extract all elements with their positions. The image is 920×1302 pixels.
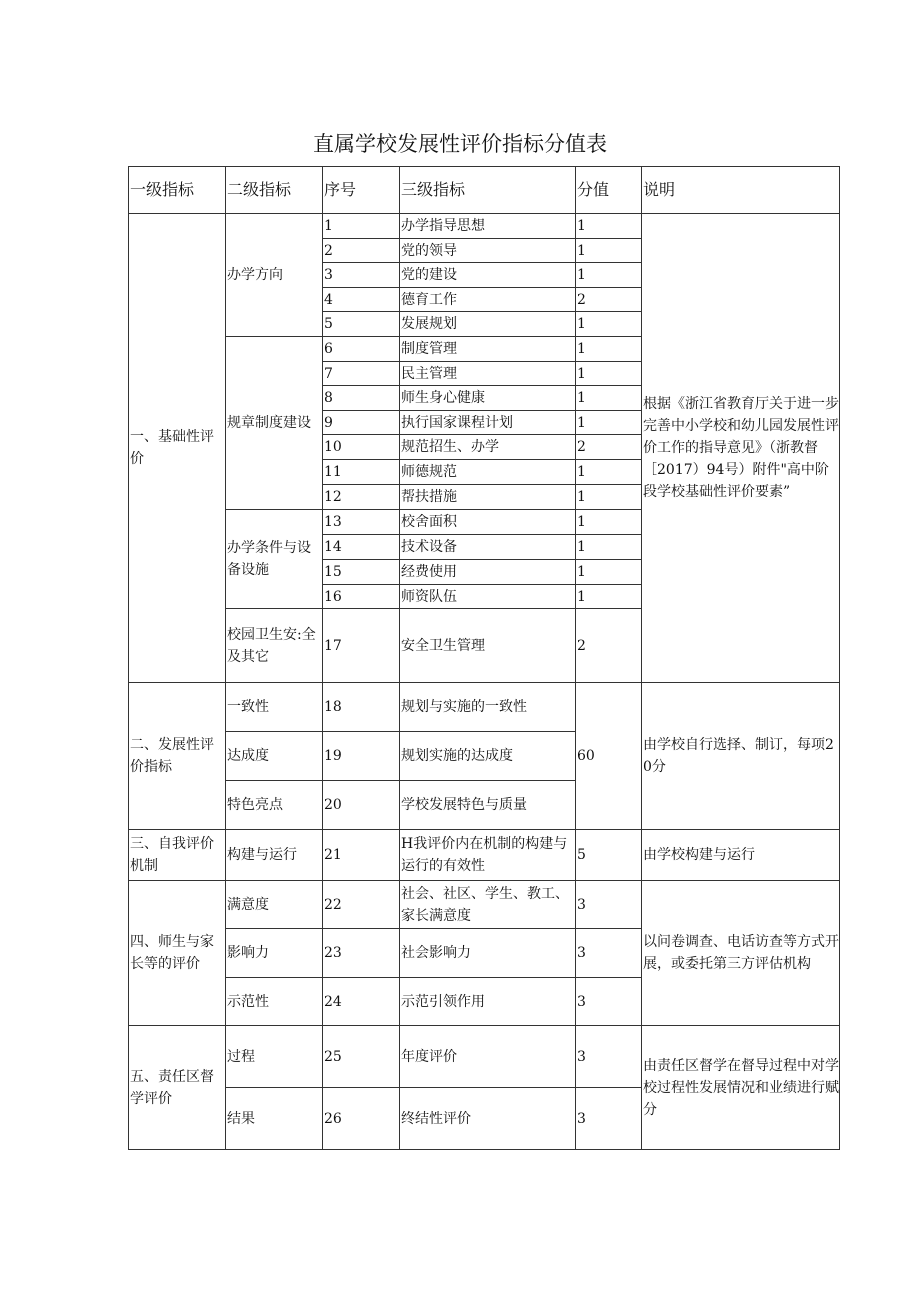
note-cell: 以问卷调查、电话访查等方式开展，或委托第三方评估机构	[642, 881, 840, 1026]
level2-cell: 办学条件与设备设施	[226, 510, 323, 609]
level2-cell: 一致性	[226, 683, 323, 732]
level2-cell: 特色亮点	[226, 781, 323, 830]
item-cell: 技术设备	[400, 535, 576, 560]
item-cell: 示范引领作用	[400, 978, 576, 1026]
score-cell: 60	[576, 683, 642, 830]
score-cell: 5	[576, 830, 642, 881]
level1-cell: 五、责任区督学评价	[129, 1026, 226, 1150]
item-cell: 校舍面积	[400, 510, 576, 535]
table-row	[129, 1026, 840, 1088]
item-cell: 发展规划	[400, 312, 576, 337]
level2-cell: 满意度	[226, 881, 323, 929]
score-cell: 1	[576, 362, 642, 386]
score-cell: 1	[576, 560, 642, 585]
header-level1: 一级指标	[129, 167, 226, 214]
level2-cell: 构建与运行	[226, 830, 323, 881]
level2-cell: 影响力	[226, 929, 323, 978]
seq-cell: 7	[323, 362, 400, 386]
seq-cell: 24	[323, 978, 400, 1026]
level2-cell: 结果	[226, 1088, 323, 1150]
seq-cell: 19	[323, 732, 400, 781]
item-cell: 安全卫生管理	[400, 609, 576, 683]
seq-cell: 16	[323, 585, 400, 609]
note-cell: 由学校自行选择、制订，每项20分	[642, 683, 840, 830]
score-cell: 1	[576, 337, 642, 362]
item-cell: 制度管理	[400, 337, 576, 362]
item-cell: 规范招生、办学	[400, 435, 576, 460]
score-cell: 3	[576, 881, 642, 929]
seq-cell: 18	[323, 683, 400, 732]
seq-cell: 23	[323, 929, 400, 978]
table-row	[129, 214, 840, 239]
score-cell: 3	[576, 929, 642, 978]
seq-cell: 15	[323, 560, 400, 585]
score-cell: 1	[576, 239, 642, 263]
item-cell: 师德规范	[400, 460, 576, 485]
item-cell: 社会影响力	[400, 929, 576, 978]
item-cell: 党的领导	[400, 239, 576, 263]
seq-cell: 9	[323, 411, 400, 435]
item-cell: 规划实施的达成度	[400, 732, 576, 781]
score-cell: 1	[576, 263, 642, 288]
level1-cell: 一、基础性评价	[129, 214, 226, 683]
header-seq: 序号	[323, 167, 400, 214]
seq-cell: 6	[323, 337, 400, 362]
score-cell: 1	[576, 585, 642, 609]
item-cell: 师生身心健康	[400, 386, 576, 411]
level1-cell: 三、自我评价机制	[129, 830, 226, 881]
header-score: 分值	[576, 167, 642, 214]
item-cell: 学校发展特色与质量	[400, 781, 576, 830]
seq-cell: 4	[323, 288, 400, 312]
seq-cell: 26	[323, 1088, 400, 1150]
note-cell: 由责任区督学在督导过程中对学校过程性发展情况和业绩进行赋分	[642, 1026, 840, 1150]
seq-cell: 13	[323, 510, 400, 535]
seq-cell: 20	[323, 781, 400, 830]
item-cell: 民主管理	[400, 362, 576, 386]
score-cell: 1	[576, 386, 642, 411]
header-level3: 三级指标	[400, 167, 576, 214]
seq-cell: 5	[323, 312, 400, 337]
score-cell: 1	[576, 485, 642, 510]
item-cell: 终结性评价	[400, 1088, 576, 1150]
table-row	[129, 830, 840, 881]
level2-cell: 规章制度建设	[226, 337, 323, 510]
seq-cell: 3	[323, 263, 400, 288]
seq-cell: 11	[323, 460, 400, 485]
level1-cell: 二、发展性评价指标	[129, 683, 226, 830]
seq-cell: 22	[323, 881, 400, 929]
item-cell: 经费使用	[400, 560, 576, 585]
seq-cell: 12	[323, 485, 400, 510]
item-cell: 师资队伍	[400, 585, 576, 609]
level2-cell: 校园卫生安:全及其它	[226, 609, 323, 683]
item-cell: 年度评价	[400, 1026, 576, 1088]
item-cell: 规划与实施的一致性	[400, 683, 576, 732]
level2-cell: 办学方向	[226, 214, 323, 337]
score-cell: 1	[576, 214, 642, 239]
score-cell: 2	[576, 288, 642, 312]
seq-cell: 10	[323, 435, 400, 460]
seq-cell: 25	[323, 1026, 400, 1088]
item-cell: 执行国家课程计划	[400, 411, 576, 435]
score-cell: 1	[576, 510, 642, 535]
level2-cell: 示范性	[226, 978, 323, 1026]
level2-cell: 达成度	[226, 732, 323, 781]
table-row	[129, 881, 840, 929]
item-cell: 党的建设	[400, 263, 576, 288]
page-title: 直属学校发展性评价指标分值表	[313, 132, 607, 156]
seq-cell: 21	[323, 830, 400, 881]
seq-cell: 1	[323, 214, 400, 239]
score-cell: 2	[576, 435, 642, 460]
seq-cell: 14	[323, 535, 400, 560]
level2-cell: 过程	[226, 1026, 323, 1088]
score-table	[128, 166, 840, 1150]
seq-cell: 2	[323, 239, 400, 263]
header-note: 说明	[642, 167, 840, 214]
table-header-row	[129, 167, 840, 214]
table-row	[129, 683, 840, 732]
score-cell: 2	[576, 609, 642, 683]
level1-cell: 四、师生与家长等的评价	[129, 881, 226, 1026]
note-cell: 由学校构建与运行	[642, 830, 840, 881]
note-cell: 根据《浙江省教育厅关于进一步完善中小学校和幼儿园发展性评价工作的指导意见》（浙教督［2017）94号）附件"高中阶段学校基础性评价要素”	[642, 214, 840, 683]
seq-cell: 17	[323, 609, 400, 683]
score-cell: 1	[576, 535, 642, 560]
score-cell: 3	[576, 1088, 642, 1150]
header-level2: 二级指标	[226, 167, 323, 214]
item-cell: 帮扶措施	[400, 485, 576, 510]
seq-cell: 8	[323, 386, 400, 411]
item-cell: 德育工作	[400, 288, 576, 312]
score-cell: 1	[576, 411, 642, 435]
score-cell: 1	[576, 312, 642, 337]
score-cell: 1	[576, 460, 642, 485]
item-cell: H我评价内在机制的构建与运行的有效性	[400, 830, 576, 881]
item-cell: 社会、社区、学生、教工、家长满意度	[400, 881, 576, 929]
score-cell: 3	[576, 978, 642, 1026]
item-cell: 办学指导思想	[400, 214, 576, 239]
score-cell: 3	[576, 1026, 642, 1088]
